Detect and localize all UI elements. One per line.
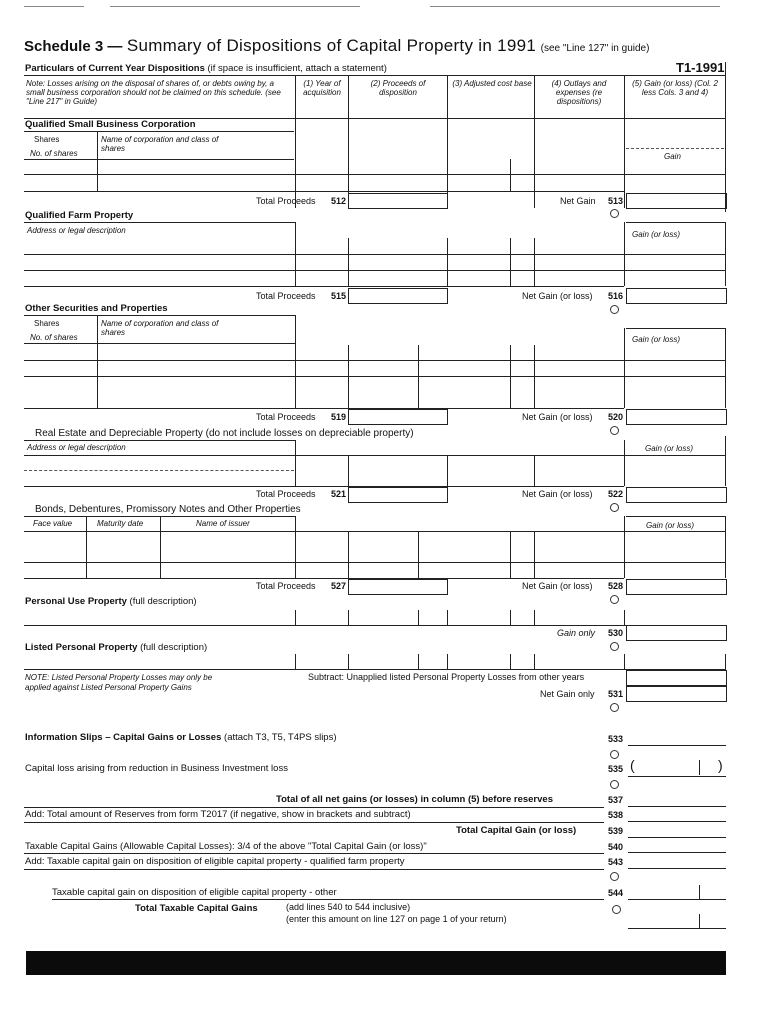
rule [295,315,296,408]
rule [447,238,448,286]
rule [725,328,726,408]
rule [624,654,625,669]
scan-artifact [24,6,84,7]
reserves-label: Add: Total amount of Reserves from form T2017 (if negative, show in brackets and subtract) [25,809,411,820]
rule [626,148,724,149]
circle-marker [610,595,619,604]
total-proceeds-label: Total Proceeds [256,489,316,499]
rule [295,610,296,625]
column-header-proceeds: (2) Proceeds of disposition [370,79,426,97]
rule [447,75,448,119]
line-number-519: 519 [331,412,347,422]
qsbc-proceeds-input[interactable] [349,176,446,190]
column-header-year: (1) Year of acquisition [303,79,341,97]
rule [24,131,294,132]
rule [510,238,511,286]
line-number-540: 540 [608,842,624,852]
rule [534,531,535,578]
net-gain-or-loss-label: Net Gain (or loss) [522,489,593,499]
column-note: Note: Losses arising on the disposal of shares of, or debts owing by, a small business corporation should not be claimed on this schedule. (see "Line 217" in Guide) [26,79,281,106]
rule [24,159,294,160]
bonds-description-input[interactable] [26,533,294,561]
farm-address-input[interactable] [26,256,294,269]
rule [24,578,624,579]
shares-label: Shares [34,319,60,328]
total-proceeds-label: Total Proceeds [256,196,316,206]
rule [510,159,511,191]
rule [624,328,625,408]
circle-marker [610,872,619,881]
total-proceeds-label: Total Proceeds [256,581,316,591]
rule [418,610,419,625]
info-slips-label: Information Slips – Capital Gains or Losses (attach T3, T5, T4PS slips) [25,732,337,743]
real-estate-address-input[interactable] [26,457,294,469]
section-title-other-securities: Other Securities and Properties [25,303,168,314]
net-gain-522-field[interactable] [626,487,727,503]
scan-artifact [110,6,360,7]
issuer-name-label: Name of issuer [196,519,250,528]
rule [418,531,419,578]
line-number-533: 533 [608,734,624,744]
total-taxable-capital-gains-field[interactable] [628,928,726,929]
rule [626,222,726,223]
net-gain-531-field[interactable] [626,686,727,702]
gain-label: Gain [664,152,681,161]
scan-artifact [430,6,720,7]
line-number-543: 543 [608,857,624,867]
rule [699,885,700,899]
net-gain-label: Net Gain [560,196,596,206]
rule [626,516,726,517]
line-number-527: 527 [331,581,347,591]
rule [24,669,726,670]
column-header-acb: (3) Adjusted cost base [452,79,532,88]
schedule-number: Schedule 3 — [24,38,123,55]
form-id: T1-1991 [676,60,725,75]
rule [534,610,535,625]
rule [624,440,625,486]
rule [699,760,700,775]
gain-only-label: Gain only [557,628,596,638]
net-gain-520-field[interactable] [626,409,727,425]
rule [725,516,726,578]
total-capital-gain-label: Total Capital Gain (or loss) [456,825,577,836]
rule [24,254,726,255]
rule [24,343,296,344]
net-gain-528-field[interactable] [626,579,727,595]
total-net-gains-label: Total of all net gains (or losses) in column (5) before reserves [276,794,553,805]
rule [24,222,296,223]
rule [295,118,296,208]
circle-marker [610,209,619,218]
total-proceeds-512-field[interactable] [348,193,448,209]
rule [295,75,296,119]
bracket-close: ) [718,757,723,773]
shares-label: Shares [34,135,60,144]
no-of-shares-label: No. of shares [30,149,78,158]
other-capital-gain-label: Taxable capital gain on disposition of eligible capital property - other [52,887,337,898]
line-number-538: 538 [608,810,624,820]
gain-or-loss-label: Gain (or loss) [632,230,681,239]
line-number-530: 530 [608,628,624,638]
section-title-farm: Qualified Farm Property [25,210,134,221]
rule [24,562,726,563]
rule [447,455,448,486]
line-number-531: 531 [608,689,624,699]
net-gain-or-loss-label: Net Gain (or loss) [522,412,593,422]
net-gain-or-loss-label: Net Gain (or loss) [522,581,593,591]
corporation-name-label: Name of corporation and class of shares [101,135,219,153]
line-540-field[interactable] [628,852,726,853]
rule [447,654,448,669]
rule [24,286,624,287]
farm-capital-gain-label: Add: Taxable capital gain on disposition of eligible capital property - qualified farm property [25,856,405,867]
rule [510,654,511,669]
rule [24,455,726,456]
rule [348,238,349,286]
rule [418,654,419,669]
rule [24,486,624,487]
rule [24,625,296,626]
rule [725,436,726,486]
address-label: Address or legal description [27,443,126,452]
no-of-shares-label: No. of shares [30,333,78,342]
rule [534,654,535,669]
schedule-title: Summary of Dispositions of Capital Property in 1991 [126,36,537,55]
rule [699,914,700,928]
rule [348,654,349,669]
line-number-521: 521 [331,489,347,499]
rule [348,531,349,578]
bracket-open: ( [630,757,635,773]
total-proceeds-515-field[interactable] [348,288,448,304]
line-number-537: 537 [608,795,624,805]
qsbc-year-input[interactable] [296,176,348,190]
maturity-date-label: Maturity date [97,519,144,528]
particulars-heading: Particulars of Current Year Dispositions (if space is insufficient, attach a statement) [25,63,387,74]
rule [24,470,294,471]
line-number-522: 522 [608,489,624,499]
total-proceeds-521-field[interactable] [348,487,448,503]
rule [534,118,535,208]
total-proceeds-527-field[interactable] [348,579,448,595]
circle-marker [610,642,619,651]
rule [624,610,625,625]
line-number-513: 513 [608,196,624,206]
rule [296,625,626,626]
enter-amount-note: (enter this amount on line 127 on page 1 of your return) [286,914,507,924]
circle-marker [612,905,621,914]
line-number-535: 535 [608,764,624,774]
guide-note: (see "Line 127" in guide) [540,43,650,54]
rule [24,531,726,532]
section-title-qsbc: Qualified Small Business Corporation [25,119,196,130]
circle-marker [610,503,619,512]
column-header-outlays: (4) Outlays and expenses (re dispositions) [551,79,607,106]
line-number-512: 512 [331,196,347,206]
line-number-539: 539 [608,826,624,836]
rule [534,238,535,286]
taxable-capital-gains-label: Taxable Capital Gains (Allowable Capital Losses): 3/4 of the above "Total Capital Gain (or loss)" [25,841,427,852]
section-title-real-estate: Real Estate and Depreciable Property (do not include losses on depreciable property) [35,428,414,439]
rule [510,610,511,625]
line-543-field[interactable] [628,868,726,869]
footer-bar [26,951,726,975]
net-gain-only-label: Net Gain only [540,689,595,699]
column-header-gain: (5) Gain (or loss) (Col. 2 less Cols. 3 and 4) [632,79,718,97]
line-535-field[interactable] [628,776,726,777]
total-taxable-capital-gains-label: Total Taxable Capital Gains [135,903,258,914]
rule [348,455,349,486]
unapplied-losses-label: Subtract: Unapplied listed Personal Property Losses from other years [308,672,585,682]
qsbc-acb-input[interactable] [448,176,533,190]
line-number-520: 520 [608,412,624,422]
rule [24,270,726,271]
page-title [24,36,649,56]
add-lines-note: (add lines 540 to 544 inclusive) [286,902,411,912]
rule [24,440,296,441]
rule [24,408,624,409]
section-title-listed-personal: Listed Personal Property (full description) [25,642,208,653]
circle-marker [610,780,619,789]
net-gain-or-loss-label: Net Gain (or loss) [522,291,593,301]
line-number-528: 528 [608,581,624,591]
total-proceeds-label: Total Proceeds [256,412,316,422]
circle-marker [610,703,619,712]
line-533-field[interactable] [628,745,726,746]
total-proceeds-519-field[interactable] [348,409,448,425]
rule [348,610,349,625]
rule [24,360,726,361]
face-value-label: Face value [33,519,73,528]
listed-property-note: NOTE: Listed Personal Property Losses may only be applied against Listed Personal Property Gains [25,673,213,692]
rule [624,516,625,578]
circle-marker [610,750,619,759]
line-538-field[interactable] [628,821,726,822]
rule [24,75,726,76]
rule [24,191,624,192]
rule [447,610,448,625]
rule [52,899,604,900]
rule [624,75,625,119]
rule [626,328,726,329]
address-label: Address or legal description [27,226,126,235]
section-title-bonds: Bonds, Debentures, Promissory Notes and Other Properties [35,504,301,515]
gain-or-loss-label: Gain (or loss) [632,335,681,344]
line-number-544: 544 [608,888,624,898]
corporation-name-label: Name of corporation and class of shares [101,319,219,337]
rule [295,654,296,669]
net-gain-516-field[interactable] [626,288,727,304]
listed-personal-description-input[interactable] [26,654,294,668]
rule [624,118,625,208]
line-539-field[interactable] [628,837,726,838]
rule [295,440,296,486]
unapplied-losses-field[interactable] [626,670,727,686]
rule [534,75,535,119]
gain-530-field[interactable] [626,625,727,641]
rule [510,531,511,578]
rule [534,455,535,486]
total-proceeds-label: Total Proceeds [256,291,316,301]
rule [97,131,98,191]
section-title-personal-use: Personal Use Property (full description) [25,596,197,607]
personal-use-description-input[interactable] [26,610,294,624]
rule [24,315,296,316]
gain-or-loss-label: Gain (or loss) [645,444,694,453]
rule [24,376,726,377]
rule [295,516,296,578]
rule [24,822,604,823]
rule [24,807,604,808]
other-securities-input[interactable] [26,362,294,375]
rule [725,62,726,212]
rule [725,654,726,669]
line-544-field[interactable] [628,899,726,900]
circle-marker [610,305,619,314]
rule [24,174,726,175]
circle-marker [610,426,619,435]
rule [24,869,604,870]
line-537-field[interactable] [628,806,726,807]
rule [348,75,349,119]
line-number-515: 515 [331,291,347,301]
gain-or-loss-label: Gain (or loss) [646,521,695,530]
business-investment-loss-label: Capital loss arising from reduction in Business Investment loss [25,763,288,774]
net-gain-513-field[interactable] [626,193,727,209]
rule [24,853,604,854]
line-number-516: 516 [608,291,624,301]
qsbc-outlays-input[interactable] [535,176,623,190]
